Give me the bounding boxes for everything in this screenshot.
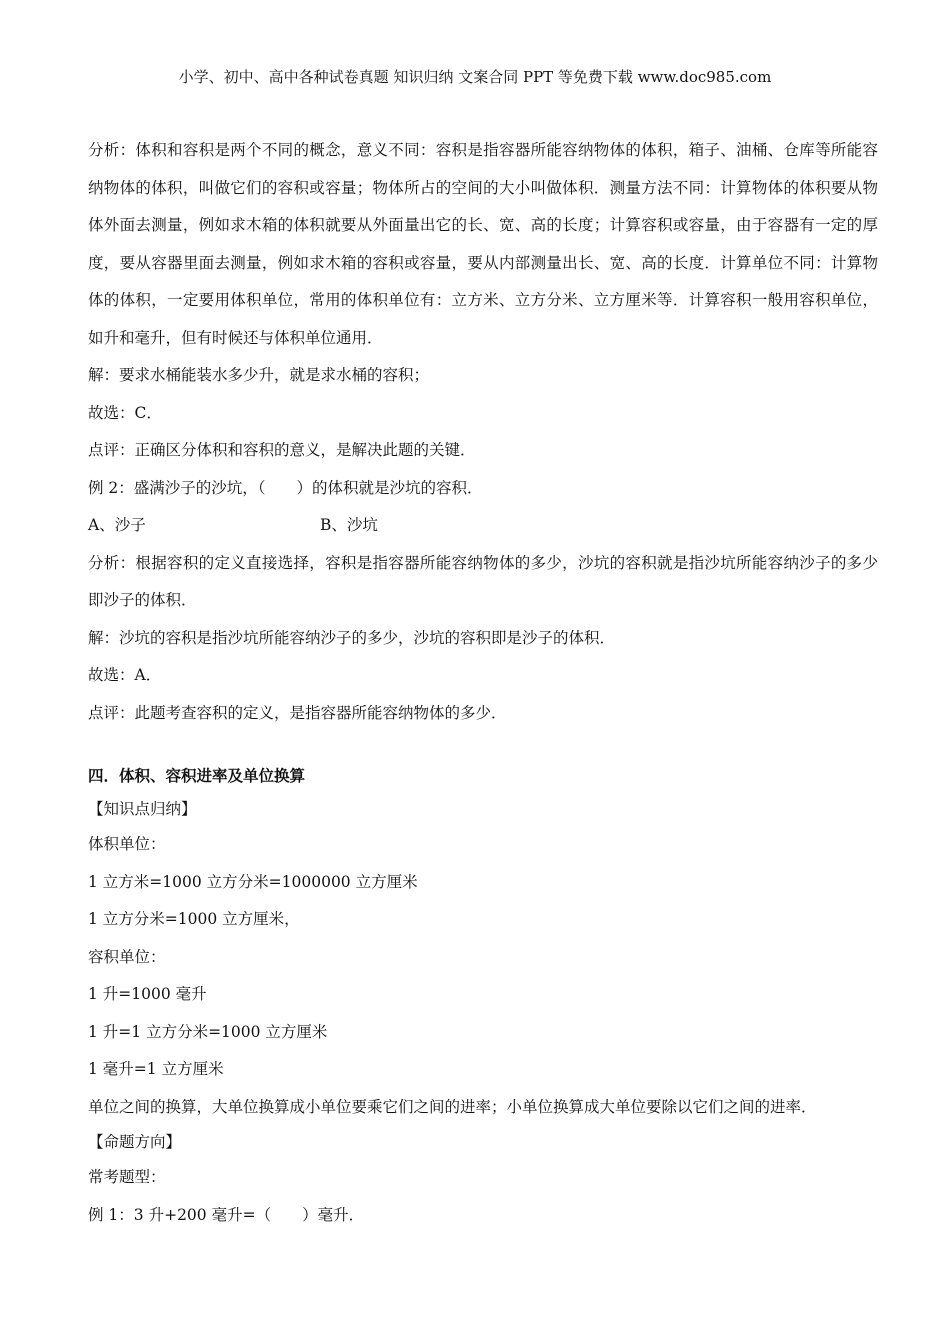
example1-solution: 解：要求水桶能装水多少升，就是求水桶的容积； xyxy=(88,366,430,384)
page-header: 小学、初中、高中各种试卷真题 知识归纳 文案合同 PPT 等免费下载 www.doc985.com xyxy=(178,68,772,86)
document-body xyxy=(88,132,878,1234)
capacity-rule-3: 1 毫升=1 立方厘米 xyxy=(88,1060,224,1078)
option-a: A、沙子 xyxy=(88,516,146,534)
option-b: B、沙坑 xyxy=(320,516,378,534)
common-types-label: 常考题型： xyxy=(88,1168,166,1186)
section4-example1-question: 例 1：3 升+200 毫升=（ ）毫升． xyxy=(88,1205,365,1224)
conversion-rule: 单位之间的换算，大单位换算成小单位要乘它们之间的进率；小单位换算成大单位要除以它们之间的进率． xyxy=(88,1097,817,1116)
capacity-units-label: 容积单位： xyxy=(88,947,166,966)
section-gap xyxy=(88,732,878,760)
section-4-title: 四．体积、容积进率及单位换算 xyxy=(88,767,306,785)
example1-answer: 故选：C． xyxy=(88,403,162,422)
example2-options xyxy=(88,507,878,545)
example2-analysis: 分析：根据容积的定义直接选择，容积是指容器所能容纳物体的多少，沙坑的容积就是指沙坑所能容纳沙子的多少即沙子的体积． xyxy=(88,553,878,609)
capacity-rule-1: 1 升=1000 毫升 xyxy=(88,985,207,1003)
knowledge-label: 【知识点归纳】 xyxy=(88,800,197,818)
example1-comment: 点评：正确区分体积和容积的意义，是解决此题的关键． xyxy=(88,441,476,459)
volume-rule-1: 1 立方米=1000 立方分米=1000000 立方厘米 xyxy=(88,872,418,891)
direction-label: 【命题方向】 xyxy=(88,1133,182,1151)
example2-answer: 故选：A． xyxy=(88,666,162,684)
example2-question: 例 2：盛满沙子的沙坑，（ ）的体积就是沙坑的容积． xyxy=(88,478,483,497)
volume-units-label: 体积单位： xyxy=(88,835,166,853)
example2-comment: 点评：此题考查容积的定义，是指容器所能容纳物体的多少． xyxy=(88,703,507,722)
volume-rule-2: 1 立方分米=1000 立方厘米， xyxy=(88,910,300,928)
example1-analysis: 分析：体积和容积是两个不同的概念，意义不同：容积是指容器所能容纳物体的体积，箱子、油桶、仓库等所能容纳物体的体积，叫做它们的容积或容量；物体所占的空间的大小叫做体积．测量方法不同：计算物体的体积要从物体外面去测量，例如求木箱的体积就要从外面量出它的长、宽、高的长度；计算容积或容量，由于容器有一定的厚度，要从容器里面去测量，例如求木箱的容积或容量，要从内部测量出长、宽、高的长度．计算单位不同：计算物体的体积，一定要用体积单位，常用的体积单位有：立方米、立方分米、立方厘米等．计算容积一般用容积单位，如升和毫升，但有时候还与体积单位通用． xyxy=(88,141,878,347)
capacity-rule-2: 1 升=1 立方分米=1000 立方厘米 xyxy=(88,1022,328,1041)
example2-solution: 解：沙坑的容积是指沙坑所能容纳沙子的多少，沙坑的容积即是沙子的体积． xyxy=(88,628,616,647)
